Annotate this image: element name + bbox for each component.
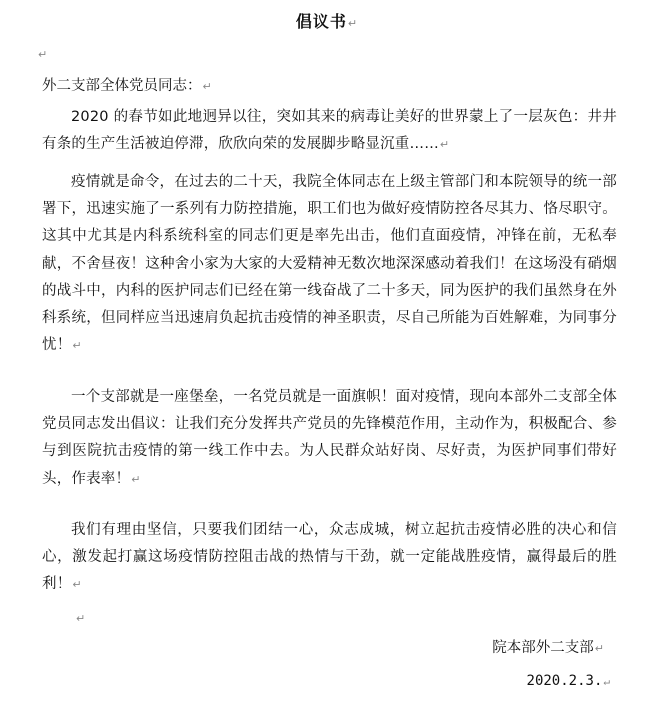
- paragraph-mark-icon: ↵: [131, 472, 141, 486]
- body-paragraph: [42, 517, 617, 599]
- paragraph-mark-icon: ↵: [347, 17, 359, 30]
- document-title: 倡议书: [295, 12, 347, 31]
- body-paragraph: [42, 169, 617, 359]
- paragraph-text: 我们有理由坚信，只要我们团结一心，众志成城，树立起抗击疫情必胜的决心和信心，激发起打赢这场疫情防控阻击战的热情与干劲，就一定能战胜疫情，赢得最后的胜利！: [42, 522, 617, 593]
- paragraph-mark-icon: ↵: [72, 578, 82, 592]
- body-paragraph: [42, 384, 617, 493]
- paragraph-text: 一个支部就是一座堡垒，一名党员就是一面旗帜！面对疫情，现向本部外二支部全体党员同志发出倡议：让我们充分发挥共产党员的先锋模范作用，主动作为，积极配合、参与到医院抗击疫情的第一线工作中去。为人民群众站好岗、尽好责，为医护同事们带好头，作表率！: [42, 389, 617, 487]
- paragraph-mark-icon: ↵: [72, 339, 82, 353]
- paragraph-text: 疫情就是命令，在过去的二十天，我院全体同志在上级主管部门和本院领导的统一部署下，迅速实施了一系列有力防控措施，职工们也为做好疫情防控各尽其力、恪尽职守。这其中尤其是内科系统科室的同志们更是率先出击，他们直面疫情，冲锋在前，无私奉献，不舍昼夜！这种舍小家为大家的大爱精神无数次地深深感动着我们！在这场没有硝烟的战斗中，内科的医护同志们已经在第一线奋战了二十多天，同为医护的我们虽然身在外科系统，但同样应当迅速肩负起抗击疫情的神圣职责，尽自己所能为百姓解难，为同事分忧！: [42, 174, 617, 354]
- greeting: 外二支部全体党员同志：: [42, 78, 202, 94]
- document-title-line: [0, 10, 654, 36]
- paragraph-mark-icon: ↵: [603, 675, 610, 688]
- body-paragraph: [42, 104, 617, 158]
- paragraph-mark-icon: ↵: [38, 48, 48, 61]
- signature: 院本部外二支部: [492, 640, 594, 656]
- signature-line: [492, 637, 604, 660]
- paragraph-mark-icon: ↵: [76, 612, 86, 625]
- date: 2020.2.3.: [526, 673, 603, 689]
- paragraph-mark-icon: ↵: [439, 138, 450, 152]
- greeting-line: [42, 75, 212, 98]
- paragraph-text: 2020 的春节如此地迥异以往，突如其来的病毒让美好的世界蒙上了一层灰色：井井有条的生产生活被迫停滞，欣欣向荣的发展脚步略显沉重……: [42, 109, 617, 153]
- paragraph-mark-icon: ↵: [594, 642, 604, 655]
- date-line: [527, 670, 610, 693]
- paragraph-mark-icon: ↵: [202, 80, 212, 93]
